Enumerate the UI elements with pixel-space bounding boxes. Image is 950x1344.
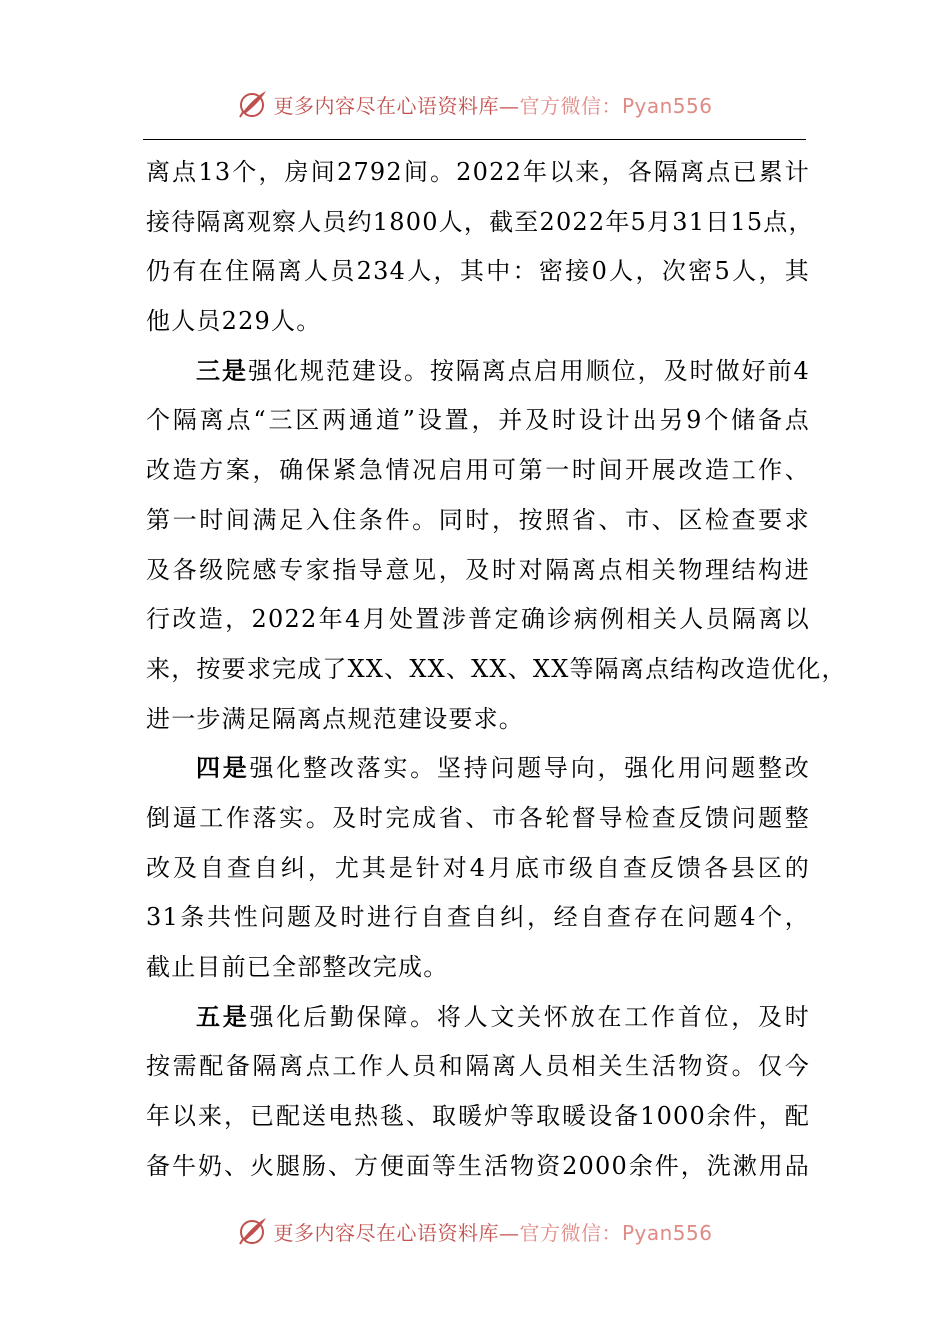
- text-line: 他人员229人。: [146, 307, 322, 336]
- text-line: [146, 347, 810, 397]
- text-line: 来，按要求完成了XX、XX、XX、XX等隔离点结构改造优化，: [146, 654, 847, 683]
- text-line: 年以来，已配送电热毯、取暖炉等取暖设备1000余件，配: [146, 1102, 810, 1131]
- text-line-content: 强化后勤保障。将人文关怀放在工作首位，及时: [249, 1002, 810, 1031]
- paragraph: [146, 993, 810, 1192]
- banner-dash: —: [498, 93, 520, 118]
- paragraph-lead: 三是: [196, 356, 248, 385]
- text-line: [146, 993, 810, 1043]
- text-line: 截止目前已全部整改完成。: [146, 953, 449, 981]
- quill-pen-logo-icon: [237, 1215, 269, 1247]
- text-line: 行改造，2022年4月处置涉普定确诊病例相关人员隔离以: [146, 605, 810, 634]
- text-line: 31条共性问题及时进行自查自纠，经自查存在问题4个，: [146, 903, 810, 932]
- banner-dash: —: [498, 1220, 520, 1245]
- header-banner: [0, 84, 950, 124]
- text-line: 改及自查自纠，尤其是针对4月底市级自查反馈各县区的: [146, 853, 810, 882]
- banner-contact: 官方微信：Pyan556: [519, 93, 713, 118]
- text-line: 备牛奶、火腿肠、方便面等生活物资2000余件，洗漱用品: [146, 1151, 810, 1180]
- paragraph-lead: 五是: [196, 1002, 250, 1031]
- text-line: 及各级院感专家指导意见，及时对隔离点相关物理结构进: [146, 555, 810, 584]
- text-line: 第一时间满足入住条件。同时，按照省、市、区检查要求: [146, 505, 810, 534]
- text-line: 改造方案，确保紧急情况启用可第一时间开展改造工作、: [146, 456, 810, 485]
- text-line: 个隔离点“三区两通道”设置，并及时设计出另9个储备点: [146, 406, 810, 435]
- footer-banner: [0, 1211, 950, 1251]
- text-line: 仍有在住隔离人员234人，其中：密接0人，次密5人，其: [146, 257, 810, 286]
- paragraph: [146, 347, 847, 745]
- text-line-content: 强化整改落实。坚持问题导向，强化用问题整改: [249, 754, 810, 783]
- text-line: 离点13个，房间2792间。2022年以来，各隔离点已累计: [146, 158, 810, 186]
- text-line: 进一步满足隔离点规范建设要求。: [146, 704, 524, 733]
- text-line: 按需配备隔离点工作人员和隔离人员相关生活物资。仅今: [146, 1052, 810, 1081]
- paragraph-lead: 四是: [196, 754, 250, 783]
- banner-brand: 更多内容尽在心语资料库: [273, 1220, 499, 1245]
- document-body: [146, 148, 847, 1191]
- text-line: 倒逼工作落实。及时完成省、市各轮督导检查反馈问题整: [146, 803, 810, 832]
- text-line: [146, 744, 810, 794]
- banner-brand: 更多内容尽在心语资料库: [273, 93, 499, 118]
- banner-contact: 官方微信：Pyan556: [519, 1220, 713, 1245]
- header-divider: [143, 139, 806, 140]
- paragraph: [146, 744, 810, 992]
- text-line-content: 强化规范建设。按隔离点启用顺位，及时做好前4: [247, 356, 811, 385]
- quill-pen-logo-icon: [237, 88, 269, 120]
- text-line: 接待隔离观察人员约1800人，截至2022年5月31日15点，: [146, 207, 814, 236]
- paragraph: [146, 148, 814, 347]
